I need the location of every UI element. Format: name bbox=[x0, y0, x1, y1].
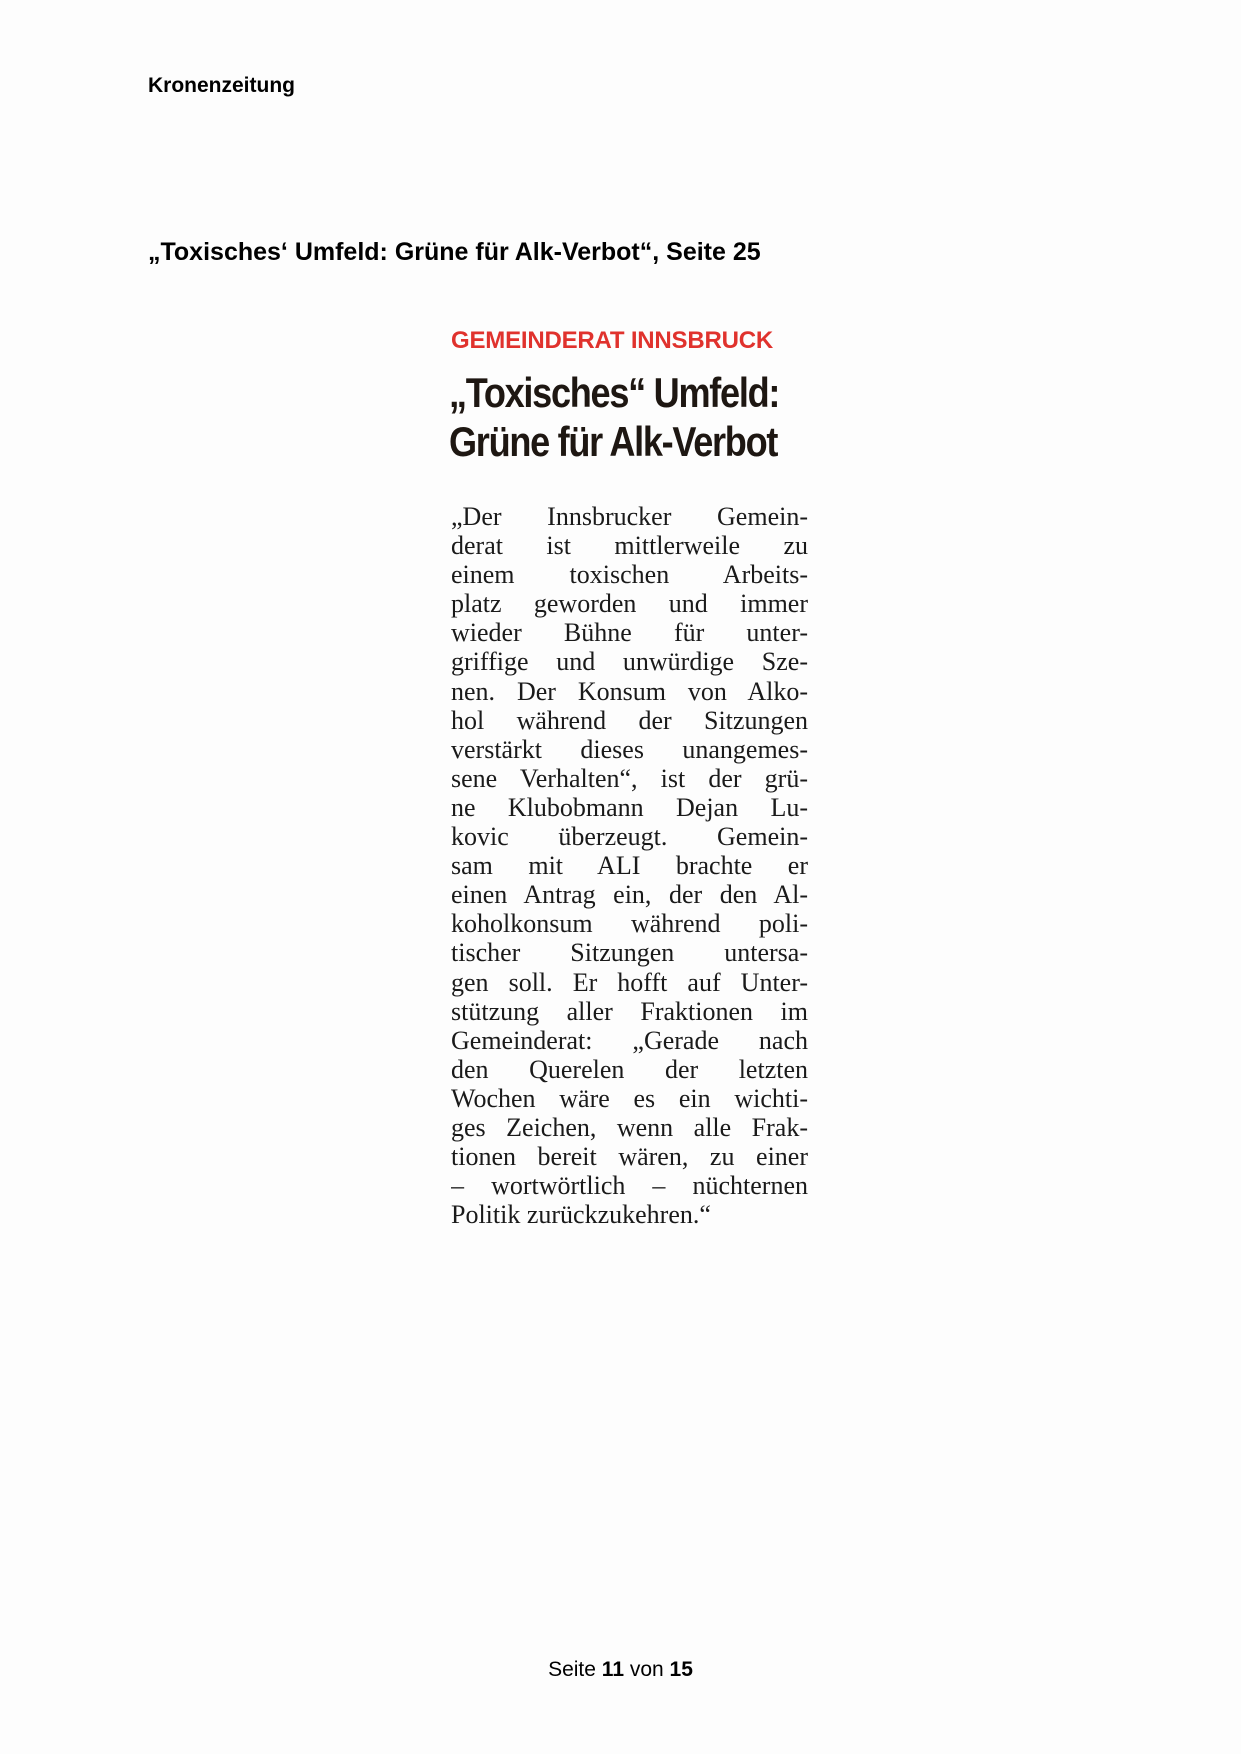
current-page-number: 11 bbox=[601, 1658, 624, 1681]
body-line: tionen bereit wären, zu einer bbox=[451, 1142, 808, 1172]
body-line: ne Klubobmann Dejan Lu- bbox=[451, 792, 808, 822]
clipping-headline bbox=[449, 368, 780, 466]
page-footer bbox=[0, 1657, 1241, 1683]
body-line: – wortwörtlich – nüchternen bbox=[451, 1171, 808, 1201]
body-line: hol während der Sitzungen bbox=[451, 705, 808, 735]
body-line: derat ist mittlerweile zu bbox=[451, 531, 808, 561]
body-line: kovic überzeugt. Gemein- bbox=[451, 822, 808, 852]
body-line: gen soll. Er hofft auf Unter- bbox=[451, 967, 808, 997]
headline-line: „Toxisches“ Umfeld: bbox=[449, 369, 780, 416]
body-line: Gemeinderat: „Gerade nach bbox=[451, 1025, 808, 1055]
document-title: „Toxisches‘ Umfeld: Grüne für Alk-Verbot“, Seite 25 bbox=[148, 238, 761, 266]
body-line: koholkonsum während poli- bbox=[451, 909, 808, 939]
body-line: sam mit ALI brachte er bbox=[451, 851, 808, 881]
publication-name: Kronenzeitung bbox=[148, 74, 295, 97]
body-line: Wochen wäre es ein wichti- bbox=[451, 1083, 808, 1113]
body-line: tischer Sitzungen untersa- bbox=[451, 938, 808, 968]
body-line: griffige und unwürdige Sze- bbox=[451, 647, 808, 677]
body-line: einem toxischen Arbeits- bbox=[451, 560, 808, 590]
clipping-kicker: GEMEINDERAT INNSBRUCK bbox=[451, 327, 774, 354]
body-line: Politik zurückzukehren.“ bbox=[451, 1200, 711, 1230]
body-line: wieder Bühne für unter- bbox=[451, 618, 808, 648]
body-line: platz geworden und immer bbox=[451, 589, 808, 619]
body-line: ges Zeichen, wenn alle Frak- bbox=[451, 1112, 808, 1142]
body-line: sene Verhalten“, ist der grü- bbox=[451, 763, 808, 793]
clipping-body bbox=[451, 502, 808, 1229]
body-line: „Der Innsbrucker Gemein- bbox=[451, 502, 808, 531]
newspaper-clipping bbox=[448, 326, 808, 1229]
page-separator: von bbox=[629, 1658, 664, 1681]
total-page-count: 15 bbox=[669, 1658, 693, 1681]
headline-line: Grüne für Alk-Verbot bbox=[449, 418, 778, 465]
body-line: einen Antrag ein, der den Al- bbox=[451, 880, 808, 910]
body-line: stützung aller Fraktionen im bbox=[451, 996, 808, 1026]
body-line: verstärkt dieses unangemes- bbox=[451, 734, 808, 764]
page-label: Seite bbox=[548, 1658, 596, 1681]
body-line: den Querelen der letzten bbox=[451, 1054, 808, 1084]
body-line: nen. Der Konsum von Alko- bbox=[451, 676, 808, 706]
